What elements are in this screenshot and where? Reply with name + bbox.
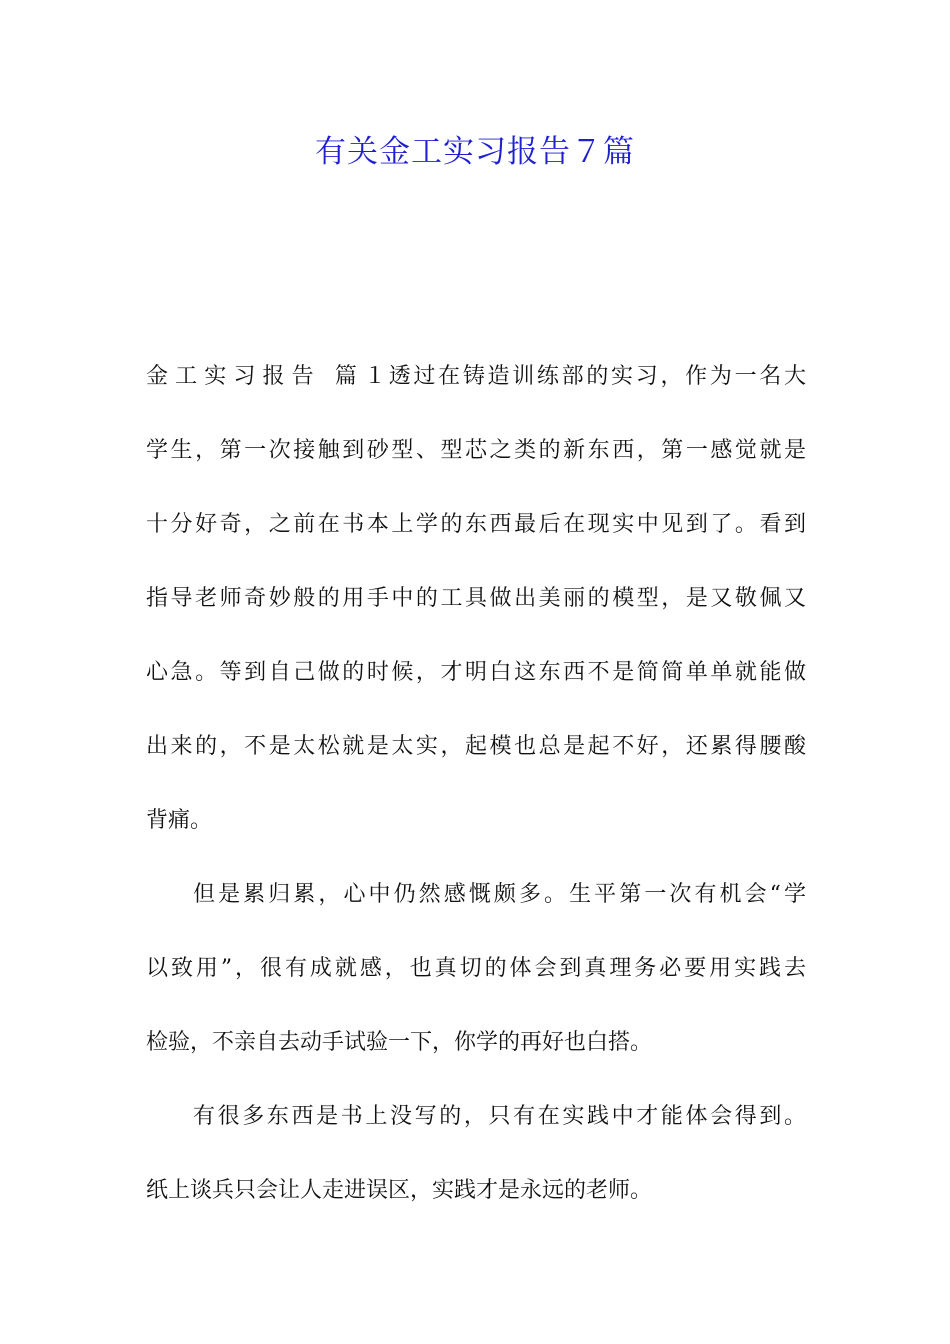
- paragraph-line: 检验，不亲自去动手试验一下，你学的再好也白搭。: [146, 1030, 653, 1055]
- paragraph-line: 金工实习报告 篇１透过在铸造训练部的实习，作为一名大: [146, 340, 806, 414]
- paragraph-line: 心急。等到自己做的时候，才明白这东西不是简简单单就能做: [146, 660, 806, 685]
- paragraph-line: 背痛。: [146, 808, 213, 833]
- paragraph-3: [146, 1080, 806, 1228]
- paragraph-line: 出来的，不是太松就是太实，起模也总是起不好，还累得腰酸: [146, 734, 806, 759]
- document-title: 有关金工实习报告７篇: [315, 134, 635, 170]
- paragraph-line: 纸上谈兵只会让人走进误区，实践才是永远的老师。: [146, 1178, 653, 1203]
- paragraph-line: 十分好奇，之前在书本上学的东西最后在现实中见到了。看到: [146, 512, 806, 537]
- paragraph-line: 有很多东西是书上没写的，只有在实践中才能体会得到。: [193, 1104, 806, 1129]
- section-label: 金工实习报告 篇１: [146, 364, 386, 389]
- paragraph-line: 但是累归累，心中仍然感慨颇多。生平第一次有机会“学: [193, 882, 806, 907]
- paragraph-2: [146, 858, 806, 1080]
- paragraph-line: 指导老师奇妙般的用手中的工具做出美丽的模型，是又敬佩又: [146, 586, 806, 611]
- paragraph-line: 以致用”，很有成就感，也真切的体会到真理务必要用实践去: [146, 956, 806, 981]
- document-body: [146, 340, 806, 1228]
- paragraph-1: [146, 340, 806, 858]
- paragraph-line: 学生，第一次接触到砂型、型芯之类的新东西，第一感觉就是: [146, 438, 806, 463]
